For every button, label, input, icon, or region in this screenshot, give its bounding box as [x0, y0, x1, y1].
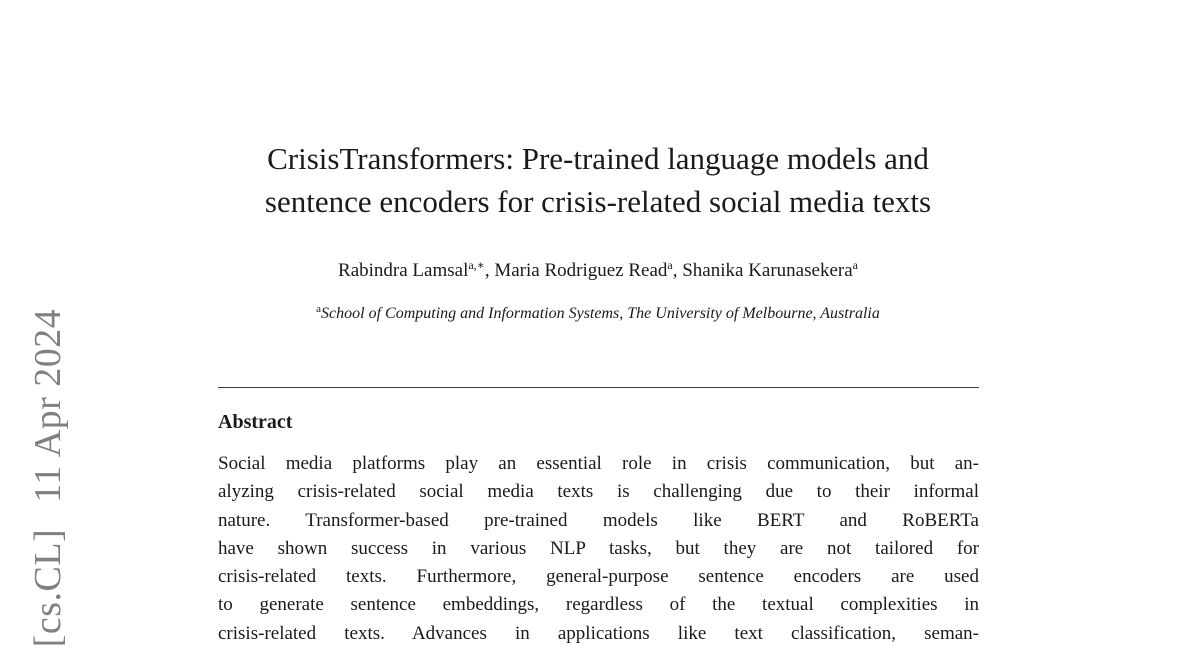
section-divider	[218, 387, 979, 388]
author-list	[218, 252, 978, 284]
abstract-line: alyzing crisis-related social media texts is challenging due to their informal	[218, 481, 979, 503]
abstract-line: crisis-related texts. Furthermore, general-purpose sentence encoders are used	[218, 566, 979, 588]
paper-title	[218, 137, 978, 223]
abstract-body	[218, 450, 979, 648]
title-line-2: sentence encoders for crisis-related social media texts	[264, 184, 932, 219]
author-separator: ,	[672, 260, 683, 281]
author-affiliation-mark: a	[852, 258, 858, 272]
author-separator: ,	[484, 260, 495, 281]
abstract-line: have shown success in various NLP tasks, but they are not tailored for	[218, 537, 979, 559]
author-affiliation-mark: a,∗	[468, 258, 485, 272]
arxiv-side-stamp	[26, 309, 70, 648]
author-affiliation-mark: a	[667, 258, 673, 272]
affiliation	[218, 297, 978, 326]
abstract-line: nature. Transformer-based pre-trained models like BERT and RoBERTa	[218, 509, 979, 531]
abstract-line: Social media platforms play an essential role in crisis communication, but an-	[218, 453, 979, 474]
author-name: Maria Rodriguez Read	[494, 260, 668, 281]
title-line-1: CrisisTransformers: Pre-trained language models and	[267, 141, 929, 176]
affiliation-mark: a	[316, 303, 322, 315]
arxiv-date: 11 Apr 2024	[27, 308, 69, 503]
abstract-heading: Abstract	[218, 411, 293, 433]
arxiv-category: [cs.CL]	[27, 528, 69, 648]
abstract-line: crisis-related texts. Advances in applications like text classification, seman-	[218, 622, 979, 644]
abstract-line: to generate sentence embeddings, regardless of the textual complexities in	[218, 594, 979, 616]
author-name: Rabindra Lamsal	[338, 260, 469, 281]
author-name: Shanika Karunasekera	[682, 260, 853, 281]
affiliation-text: School of Computing and Information Systems, The University of Melbourne, Australia	[321, 305, 880, 322]
